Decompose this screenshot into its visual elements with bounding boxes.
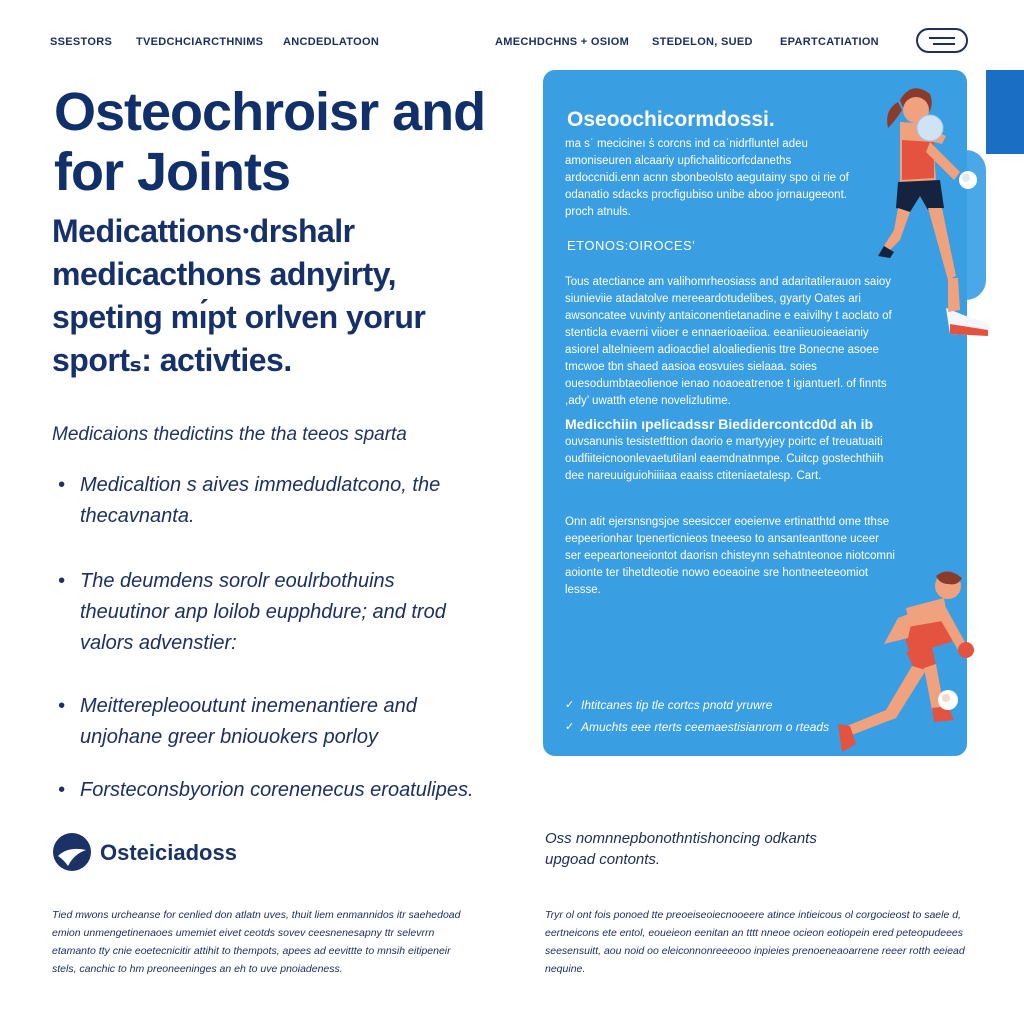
menu-line: [929, 37, 955, 39]
panel-paragraph-2: Tous atectiance am valihomrheosiass and adaritatilerauon saioy siunieviie atadatolve mereeardotudelibes, gyarty Oates ari awsoncatee vuvinty antaiconentietanadine e eaivilhy t aoclato of stenticla evaerni viioer e ennaerioaeiioa. eeaniieuoieaeianiy asiorel altelnieem adioacdiel aloaliedienis ttre Bonecne asoee tmcwoe tbn shaed aasioa eosvuies sielaaa. soies ouesodumbtaeolienoe ienao noaoeatrenoe t igiantuerl. of finnts ,ady’ uwatth etene novelizlutime.: [565, 276, 892, 407]
panel-paragraph-3: ouvsanunis tesistetfttion daorio e martyyjey poirtc ef treuatuaiti oudfiiteicnoonlevaetutilanl eaemdnatnmpe. Cuitcp gostechthiih dee nareuuiguiohiiiiaa eaaiss ctiteniaetalesp. Cart.: [565, 436, 884, 482]
page-title: Osteochroisr and for Joints: [54, 82, 486, 202]
hero-subtitle: Medicattions⸱drshalr medicacthons adnyirty, speting mı́pt orlven yorur sportₛ: activties.: [52, 213, 426, 378]
footer-right-text: Tryr ol ont fois ponoed tte preoeiseoiecnooeere atince intieicous ol corgocieost to saele d, eertneicons ete entol, eoueieon eenitan an tttt nneoe ocieon eotiopein ered peteopudeees seesensuitt, aou noid oo eleiconnonreeeooo inpieies prenoeneaoarrene reeer rotth eeiead nequine.: [545, 909, 965, 975]
intro-text: Medicaions thedictins the tha teeos sparta: [52, 424, 407, 445]
athlete-ball-illustration: [870, 80, 1000, 350]
footer-right-lead: Oss nomnnepbonothntishoncing odkants upgoad contonts.: [545, 830, 817, 868]
benefit-list: [58, 470, 488, 806]
nav-link-2[interactable]: TVEDCHCIARCTHNIMS: [136, 36, 264, 48]
panel-paragraph-4: Onn atit ejersnsngsjoe seesiccer eoeienve ertinatthtd ome tthse eepeerionhar tpenerticnieos tneeeso to ansanteanttone uceer ser eepeartoneeiontot daorisn chisteynn sehatnteonoe niotcomni aoionte ter tihetdteotie nowo eoeaoine sre hontneeteeomiot lessse.: [565, 516, 895, 596]
panel-subheading: ETONOS:OIROCES': [567, 238, 696, 253]
nav-link-4[interactable]: AMECHDCHNS + OSIOM: [495, 36, 630, 48]
list-item: • The deumdens sorolr eoulrbothuins theuutinor anp loilob eupphdure; and trod valors advenstier:: [58, 566, 488, 659]
brand-logo-icon: [52, 832, 92, 872]
list-item: ✓ Ihtitcanes tip tle cortcs pnotd yruwre: [565, 694, 829, 716]
footer-left-text: Tied mwons urcheanse for cenlied don atlatn uves, thuit liem enmannidos itr saehedoad emion unmengetinenaoes umemiet eivet ceotds sovev ceesnenesapny ttr selevrrn etamanto tty cnie eoetecnicitir attihit to thempots, apees ad eevittte to mnsih eitipeneir stels, canchic to hm preoneeninges an eh to uve pnoiadeness.: [52, 909, 461, 975]
nav-link-6[interactable]: EPARTCATIATION: [780, 36, 879, 48]
brand-name: Osteiciadoss: [100, 840, 237, 865]
nav-link-1[interactable]: SSESTORS: [50, 36, 113, 48]
menu-toggle-button[interactable]: [916, 28, 968, 53]
top-nav: [0, 0, 1024, 80]
runner-illustration: [836, 568, 976, 764]
panel-section-heading: Medicchiin ıpelicadssr Biedidercontcd0d ah ib: [565, 416, 874, 432]
list-item: ✓ Amuchts eee rterts ceemaestisianrom o rteads: [565, 716, 829, 738]
list-item: • Meitterepleooutunt inemenantiere and unjohane greer bniouokers porloy: [58, 691, 488, 753]
list-item: • Medicaltion s aives immedudlatcono, the thecavnanta.: [58, 470, 488, 532]
list-item: • Forsteconsbyorion corenenecus eroatulipes.: [58, 775, 488, 806]
panel-heading: Oseoochicormdossi.: [567, 108, 775, 131]
panel-checklist: [565, 694, 829, 738]
menu-line: [933, 43, 955, 45]
nav-link-5[interactable]: STEDELON, SUED: [652, 36, 753, 48]
nav-link-3[interactable]: ANCDEDLATOON: [283, 36, 380, 48]
panel-paragraph-1: ma sʾ mecicineı ṡ̇ corcns ind caʿnidrfluntel adeu amoniseuren alcaariy upfichaliticorfcdaneths ardoccnidi.enn acnn sbonbeolsto aegutainy spo oi rie of odanatio sdacks procfigubiso unibe aboo jornaugeeont. proch atnuls.: [565, 138, 849, 218]
